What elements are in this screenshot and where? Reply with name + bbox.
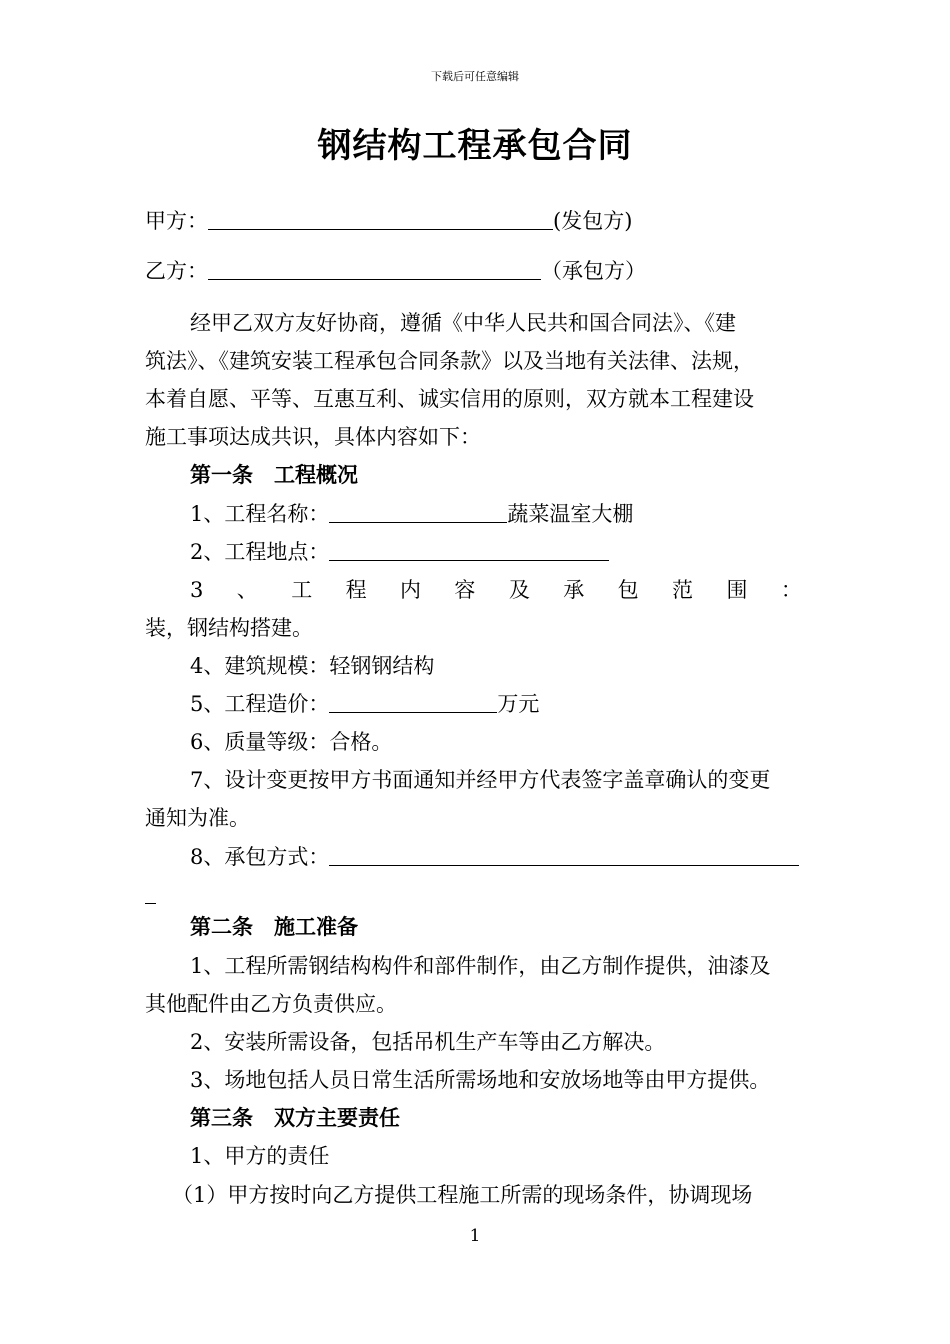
item-3-char: ： bbox=[780, 578, 802, 602]
party-a-suffix: (发包方) bbox=[553, 209, 633, 233]
article-1-item-1 bbox=[190, 500, 633, 528]
article-2-item-1-cont: 其他配件由乙方负责供应。 bbox=[145, 992, 397, 1016]
intro-line: 经甲乙双方友好协商，遵循《中华人民共和国合同法》、《建 bbox=[190, 311, 736, 335]
intro-line: 筑法》、《建筑安装工程承包合同条款》以及当地有关法律、法规， bbox=[145, 349, 754, 373]
article-1-item-6: 6、质量等级：合格。 bbox=[190, 730, 393, 754]
party-b-blank[interactable] bbox=[208, 259, 541, 280]
item-label: 1、工程名称： bbox=[190, 502, 330, 526]
item-3-char: 内 bbox=[400, 578, 421, 602]
item-3-char: 承 bbox=[563, 578, 585, 602]
article-1-item-5 bbox=[190, 690, 539, 718]
article-1-heading: 第一条 工程概况 bbox=[190, 463, 358, 487]
header-note: 下载后可任意编辑 bbox=[431, 70, 519, 83]
project-cost-blank[interactable] bbox=[329, 692, 497, 713]
project-location-blank[interactable] bbox=[329, 540, 609, 561]
document-title: 钢结构工程承包合同 bbox=[317, 126, 633, 166]
article-1-item-2 bbox=[190, 538, 609, 566]
item-3-char: 围 bbox=[726, 578, 748, 602]
project-name-value: 蔬菜温室大棚 bbox=[507, 502, 634, 526]
article-2-item-2: 2、安装所需设备，包括吊机生产车等由乙方解决。 bbox=[190, 1030, 666, 1054]
project-name-blank[interactable] bbox=[329, 502, 507, 523]
page-number: 1 bbox=[469, 1226, 481, 1246]
item-label: 2、工程地点： bbox=[190, 540, 330, 564]
party-b-label: 乙方： bbox=[145, 259, 208, 283]
item-3-char: 包 bbox=[617, 578, 639, 602]
item-label: 8、承包方式： bbox=[190, 845, 330, 869]
article-3-item-1: 1、甲方的责任 bbox=[190, 1144, 330, 1168]
contract-mode-blank[interactable] bbox=[329, 845, 799, 866]
cost-unit: 万元 bbox=[497, 692, 540, 716]
item-3-char: 工 bbox=[291, 578, 313, 602]
article-1-item-3 bbox=[190, 576, 802, 604]
article-1-item-4: 4、建筑规模：轻钢钢结构 bbox=[190, 654, 435, 678]
party-a-label: 甲方： bbox=[145, 209, 208, 233]
party-a-line bbox=[145, 207, 632, 235]
party-b-line bbox=[145, 257, 646, 285]
party-b-suffix: （承包方） bbox=[541, 259, 646, 283]
item-3-char: 范 bbox=[672, 578, 694, 602]
item-label: 5、工程造价： bbox=[190, 692, 330, 716]
item-3-char: 、 bbox=[236, 578, 258, 602]
article-2-item-1: 1、工程所需钢结构构件和部件制作，由乙方制作提供，油漆及 bbox=[190, 954, 771, 978]
party-a-blank[interactable] bbox=[208, 209, 553, 230]
intro-line: 本着自愿、平等、互惠互利、诚实信用的原则，双方就本工程建设 bbox=[145, 387, 754, 411]
article-1-item-7-cont: 通知为准。 bbox=[145, 806, 250, 830]
item-3-char: 及 bbox=[508, 578, 530, 602]
article-3-heading: 第三条 双方主要责任 bbox=[190, 1106, 400, 1130]
item-3-char: 容 bbox=[454, 578, 476, 602]
contract-mode-blank-tail[interactable] bbox=[145, 883, 156, 904]
article-1-item-7: 7、设计变更按甲方书面通知并经甲方代表签字盖章确认的变更 bbox=[190, 768, 771, 792]
intro-line: 施工事项达成共识，具体内容如下： bbox=[145, 425, 481, 449]
article-1-item-3-cont: 装，钢结构搭建。 bbox=[145, 616, 313, 640]
article-2-item-3: 3、场地包括人员日常生活所需场地和安放场地等由甲方提供。 bbox=[190, 1068, 771, 1092]
article-2-heading: 第二条 施工准备 bbox=[190, 915, 358, 939]
article-1-item-8 bbox=[190, 843, 799, 871]
article-3-item-1-sub-1: （1）甲方按时向乙方提供工程施工所需的现场条件，协调现场 bbox=[172, 1183, 753, 1207]
item-3-char: 程 bbox=[345, 578, 367, 602]
contract-mode-blank-cont bbox=[145, 881, 156, 909]
item-3-char: 3 bbox=[190, 578, 204, 602]
